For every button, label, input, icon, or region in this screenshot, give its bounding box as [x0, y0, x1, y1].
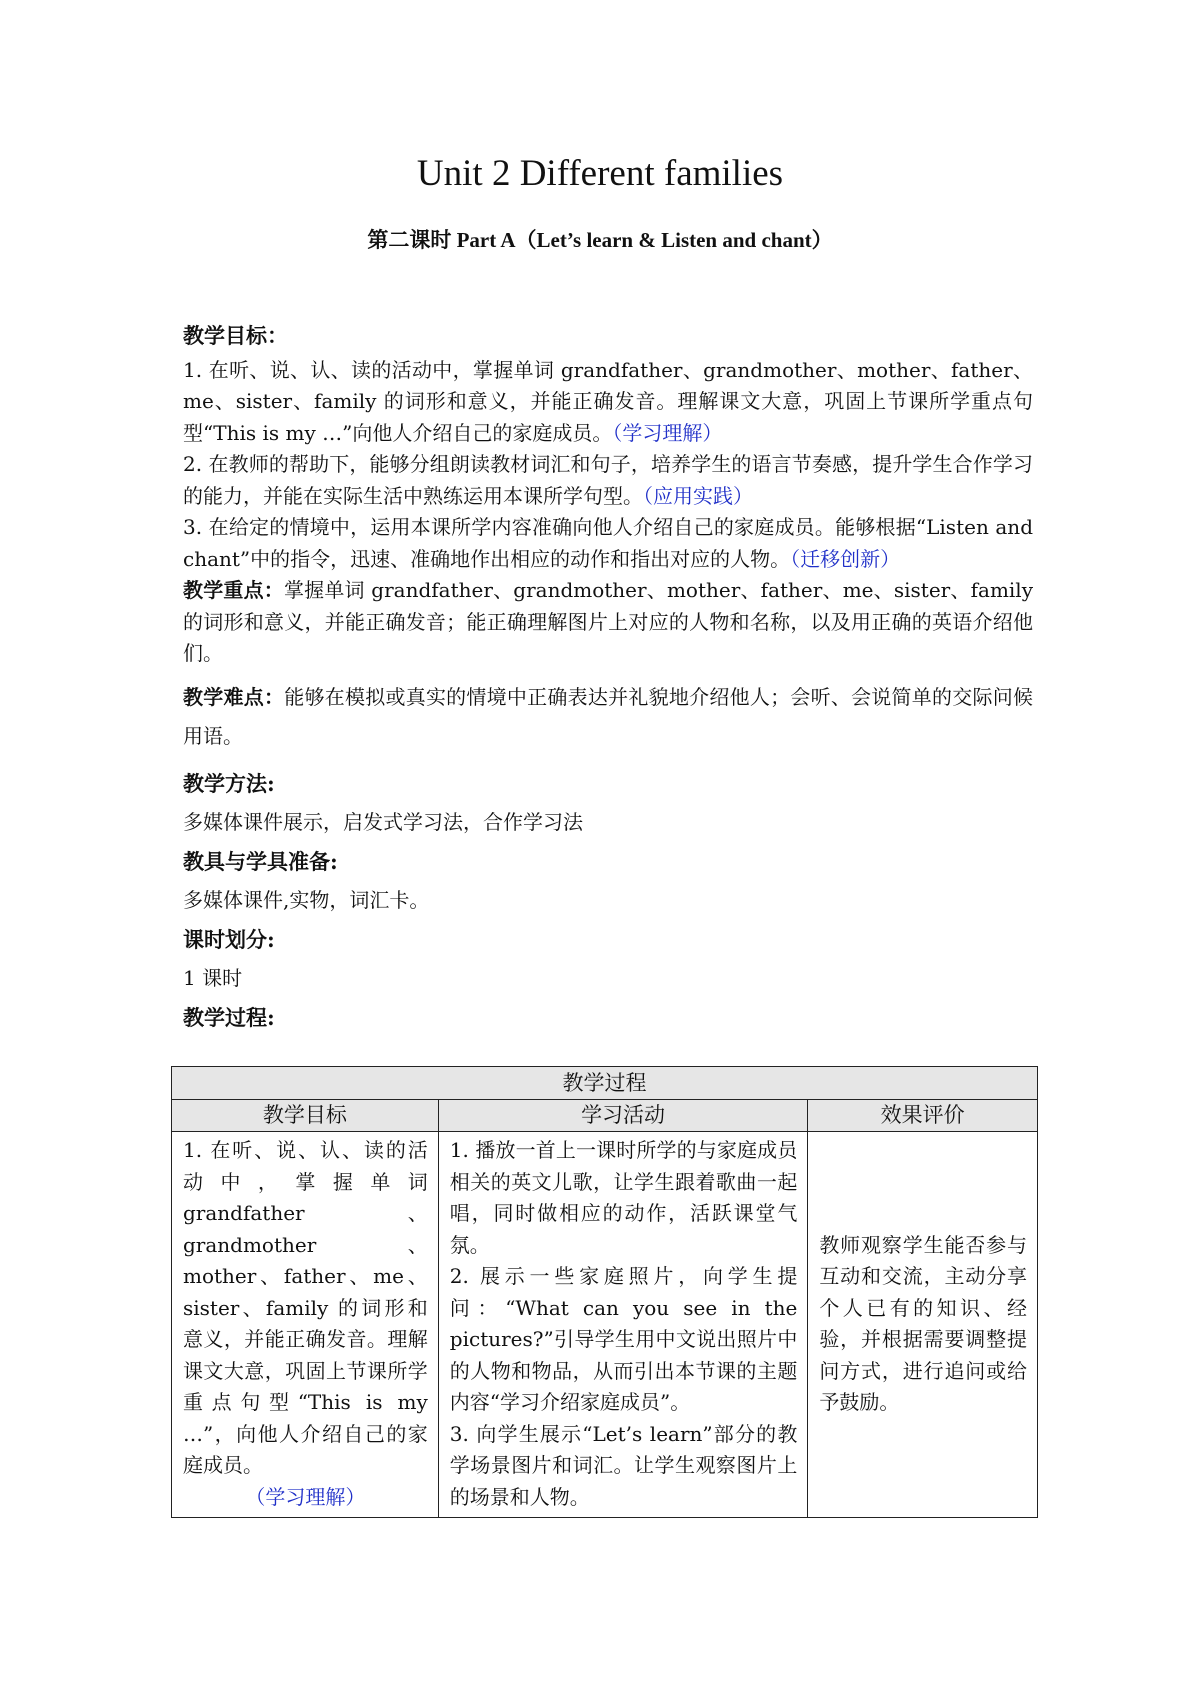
difficulties-label: 教学难点： — [183, 684, 285, 709]
methods-text: 多媒体课件展示，启发式学习法，合作学习法 — [183, 809, 583, 834]
table-row — [172, 1132, 1038, 1518]
objective-item-1 — [183, 355, 1033, 450]
objective-item-2 — [183, 449, 1033, 512]
objective-text: 3. 在给定的情境中，运用本课所学内容准确向他人介绍自己的家庭成员。能够根据“Listen and chant”中的指令，迅速、准确地作出相应的动作和指出对应的人物。 — [183, 515, 1033, 571]
key-points-text: 掌握单词 grandfather、grandmother、mother、father、me、sister、family 的词形和意义，并能正确发音；能正确理解图片上对应的人物和名称，以及用正确的英语介绍他们。 — [183, 578, 1034, 665]
difficulties-text: 能够在模拟或真实的情境中正确表达并礼貌地介绍他人；会听、会说简单的交际问候用语。 — [183, 684, 1034, 748]
objective-tag: （迁移创新） — [790, 546, 901, 571]
key-points — [183, 575, 1033, 670]
activity-cell — [438, 1132, 808, 1518]
objectives-heading: 教学目标： — [183, 323, 288, 348]
process-heading: 教学过程: — [183, 1004, 275, 1030]
schedule-heading: 课时划分: — [183, 926, 275, 952]
lesson-body — [183, 320, 1033, 1037]
objective-text: 2. 在教师的帮助下，能够分组朗读教材词汇和句子，培养学生的语言节奏感，提升学生合作学习的能力，并能在实际生活中熟练运用本课所学句型。 — [183, 452, 1033, 508]
activity-item: 3. 向学生展示“Let’s learn”部分的教学场景图片和词汇。让学生观察图片上的场景和人物。 — [449, 1421, 798, 1509]
column-header-activity: 学习活动 — [438, 1100, 808, 1132]
lesson-subtitle: 第二课时 Part A（Let’s learn & Listen and chant） — [367, 228, 833, 252]
materials-heading: 教具与学具准备: — [183, 848, 338, 874]
objective-tag: （学习理解） — [612, 420, 723, 445]
activity-item: 2. 展示一些家庭照片，向学生提问：“What can you see in the pictures?”引导学生用中文说出照片中的人物和物品，从而引出本节课的主题内容“学习介绍家庭成员”。 — [449, 1264, 798, 1414]
difficulties — [183, 678, 1033, 756]
objective-item-3 — [183, 512, 1033, 575]
objective-tag: （应用实践） — [643, 483, 753, 508]
evaluation-text: 教师观察学生能否参与互动和交流，主动分享个人已有的知识、经验，并根据需要调整提问方式，进行追问或给予鼓励。 — [819, 1232, 1027, 1414]
evaluation-cell — [808, 1132, 1038, 1518]
schedule-text: 1 课时 — [183, 965, 243, 990]
process-table — [171, 1066, 1038, 1518]
goal-tag: （学习理解） — [245, 1484, 366, 1509]
goal-text: 1. 在听、说、认、读的活动中，掌握单词 grandfather、grandmother、mother、father、me、sister、family 的词形和意义，并能正确发音。理解课文大意，巩固上节课所学重点句型“This is my …”，向他人介绍自己的家庭成员。 — [183, 1138, 428, 1477]
table-caption: 教学过程 — [172, 1067, 1038, 1100]
key-points-label: 教学重点： — [183, 578, 284, 602]
methods-heading: 教学方法: — [183, 770, 275, 796]
goal-cell — [172, 1132, 439, 1518]
page-title: Unit 2 Different families — [416, 153, 784, 194]
activity-item: 1. 播放一首上一课时所学的与家庭成员相关的英文儿歌，让学生跟着歌曲一起唱，同时做相应的动作，活跃课堂气氛。 — [449, 1138, 798, 1257]
column-header-evaluation: 效果评价 — [808, 1100, 1038, 1132]
column-header-goal: 教学目标 — [172, 1100, 439, 1132]
objective-text: 1. 在听、说、认、读的活动中，掌握单词 grandfather、grandmother、mother、father、me、sister、family 的词形和意义，并能正确发音。理解课文大意，巩固上节课所学重点句型“This is my …”向他人介绍自己的家庭成员。 — [183, 357, 1033, 445]
materials-text: 多媒体课件,实物，词汇卡。 — [183, 887, 430, 912]
